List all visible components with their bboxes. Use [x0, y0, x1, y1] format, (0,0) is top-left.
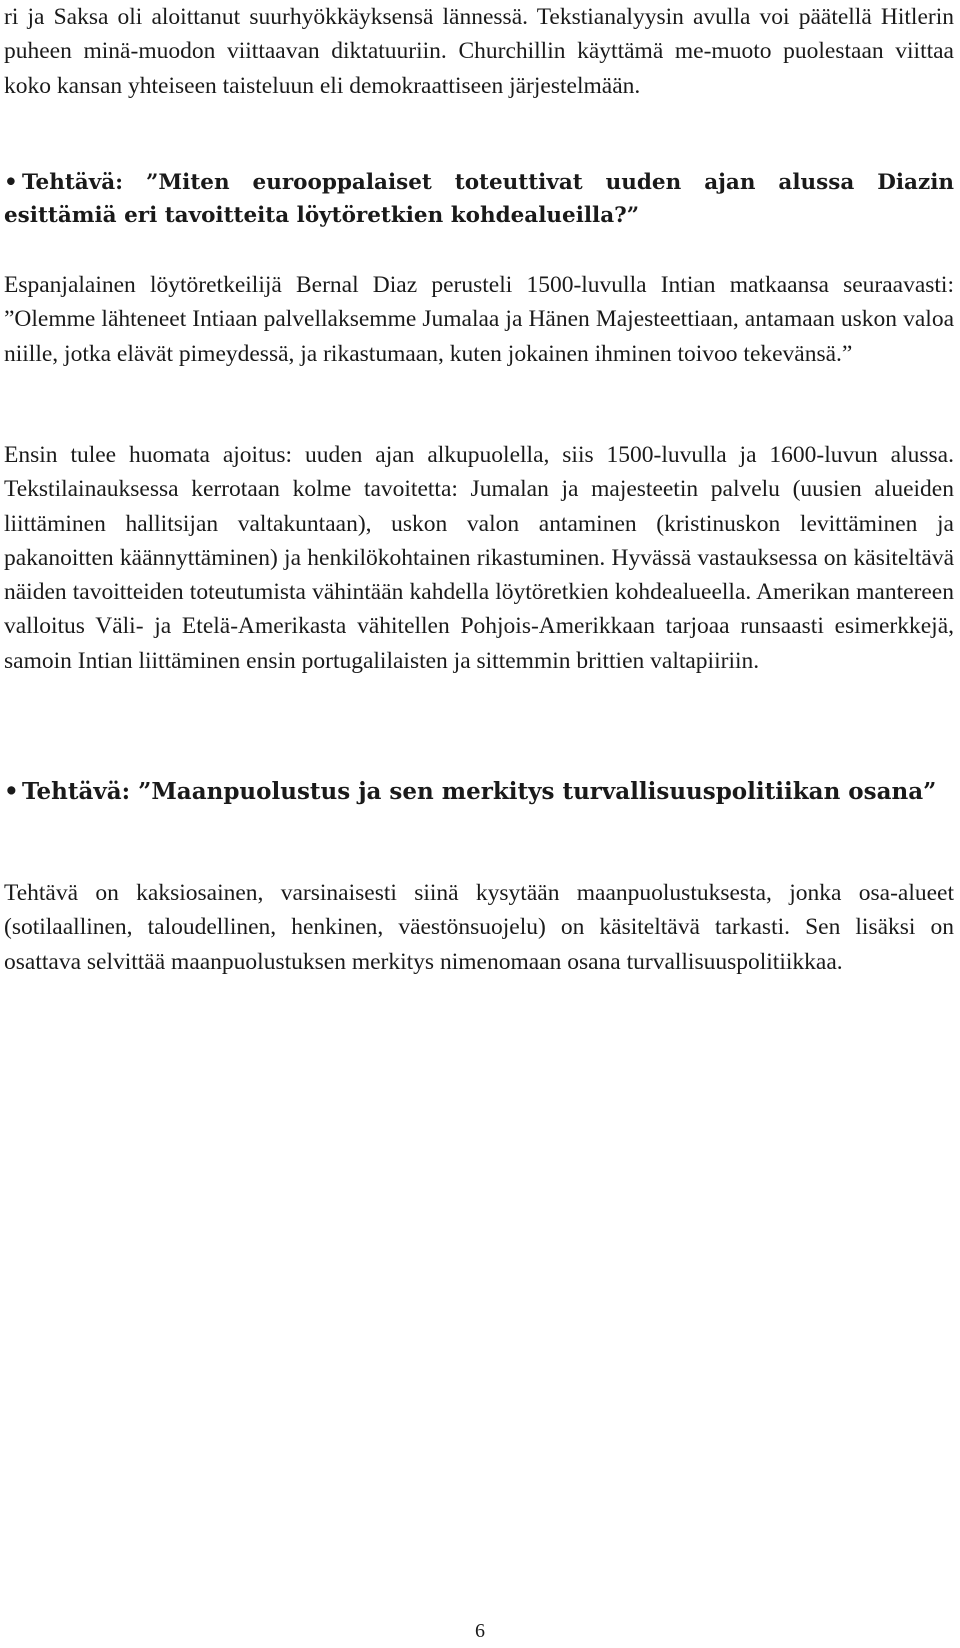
- bullet-icon: •: [4, 170, 18, 195]
- diaz-quote-paragraph: Espanjalainen löytöretkeilijä Bernal Diaz perusteli 1500-luvulla Intian matkaansa seuraavasti: ”Olemme lähteneet Intiaan palvellaksemme Jumalaa ja Hänen Majesteettiaan, antamaan uskon valoa niille, jotka elävät pimeydessä, ja rikastumaan, kuten jokainen ihminen toivoo tekevänsä.”: [4, 272, 954, 367]
- defense-answer-paragraph: Tehtävä on kaksiosainen, varsinaisesti siinä kysytään maanpuolustuksesta, jonka osa-alueet (sotilaallinen, taloudellinen, henkinen, väestönsuojelu) on käsiteltävä tarkasti. Sen lisäksi on osattava selvittää maanpuolustuksen merkitys nimenomaan osana turvallisuuspolitiikkaa.: [4, 880, 954, 975]
- task-heading-defense-text: Tehtävä: ”Maanpuolustus ja sen merkitys turvallisuuspolitiikan osana”: [22, 778, 937, 805]
- bullet-icon: •: [4, 778, 19, 805]
- task-heading-diaz-text: Tehtävä: ”Miten eurooppalaiset toteuttivat uuden ajan alussa Diazin esittämiä eri tavoitteita löytöretkien kohdealueilla?”: [4, 170, 954, 228]
- task-heading-defense: [4, 775, 954, 809]
- page-number: 6: [475, 1620, 485, 1642]
- diaz-answer-paragraph: Ensin tulee huomata ajoitus: uuden ajan alkupuolella, siis 1500-luvulla ja 1600-luvun alussa. Tekstilainauksessa kerrotaan kolme tavoitetta: Jumalan ja majesteetin palvelu (uusien alueiden liittäminen hallitsijan valtakuntaan), uskon valon antaminen (kristinuskon levittäminen ja pakanoitten käännyttäminen) ja henkilökohtainen rikastuminen. Hyvässä vastauksessa on käsiteltävä näiden tavoitteiden toteutumista vähintään kahdella löytöretkien kohdealueella. Amerikan mantereen valloitus Väli- ja Etelä-Amerikasta vähitellen Pohjois-Amerikkaan tarjoaa runsaasti esimerkkejä, samoin Intian liittäminen ensin portugalilaisten ja sittemmin brittien valtapiiriin.: [4, 442, 954, 674]
- intro-paragraph: ri ja Saksa oli aloittanut suurhyökkäyksensä lännessä. Tekstianalyysin avulla voi päätellä Hitlerin puheen minä-muodon viittaavan diktatuuriin. Churchillin käyttämä me-muoto puolestaan viittaa koko kansan yhteiseen taisteluun eli demokraattiseen järjestelmään.: [4, 4, 954, 99]
- task-heading-diaz: [4, 166, 954, 232]
